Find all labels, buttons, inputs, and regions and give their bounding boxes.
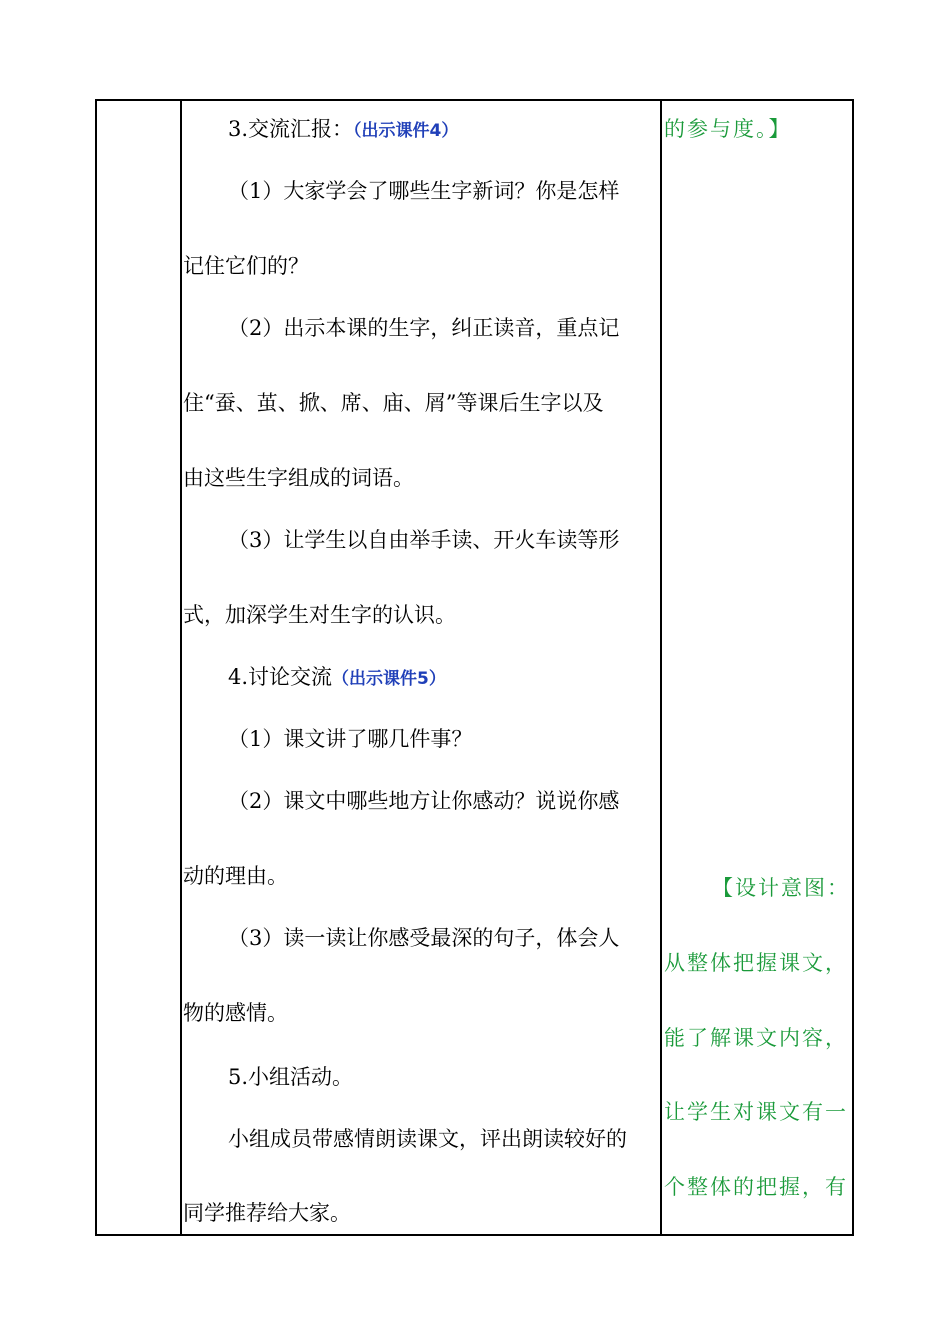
s4-q3-line-2: 物的感情。 [183, 1001, 288, 1025]
section-3-heading [228, 117, 458, 143]
design-intent-title: 【设计意图： [712, 876, 850, 900]
note-continuation: 的参与度。】 [664, 117, 792, 141]
s3-q3-line-1: （3）让学生以自由举手读、开火车读等形 [228, 528, 620, 552]
s3-q2-line-3: 由这些生字组成的词语。 [183, 466, 414, 490]
design-intent-line-3: 让学生对课文有一 [664, 1100, 848, 1124]
section-4-heading [228, 665, 446, 691]
s4-q2-line-2: 动的理由。 [183, 864, 288, 888]
section-3-courseware-ref: （出示课件4） [353, 121, 459, 141]
s4-q3-line-1: （3）读一读让你感受最深的句子，体会人 [228, 926, 620, 950]
s4-q1-line: （1）课文讲了哪几件事？ [228, 727, 473, 751]
s3-q2-line-2: 住“蚕、茧、掀、席、庙、屑”等课后生字以及 [183, 391, 604, 415]
design-intent-line-1: 从整体把握课文， [664, 951, 848, 975]
design-intent-line-4: 个整体的把握，有 [664, 1175, 848, 1199]
s3-q1-line-1: （1）大家学会了哪些生字新词？你是怎样 [228, 179, 620, 203]
section-3-title: 3.交流汇报： [228, 117, 354, 141]
s4-q2-line-1: （2）课文中哪些地方让你感动？说说你感 [228, 789, 620, 813]
column-divider-2 [660, 99, 662, 1236]
section-5-title: 5.小组活动。 [228, 1065, 354, 1089]
column-divider-1 [180, 99, 182, 1236]
s3-q1-line-2: 记住它们的？ [183, 254, 309, 278]
s5-paragraph-line-2: 同学推荐给大家。 [183, 1201, 351, 1225]
s5-paragraph-line-1: 小组成员带感情朗读课文，评出朗读较好的 [228, 1127, 627, 1151]
section-4-title: 4.讨论交流 [228, 665, 333, 689]
s3-q3-line-2: 式，加深学生对生字的认识。 [183, 603, 456, 627]
section-4-courseware-ref: （出示课件5） [332, 669, 446, 689]
design-intent-line-2: 能了解课文内容， [664, 1026, 848, 1050]
s3-q2-line-1: （2）出示本课的生字，纠正读音，重点记 [228, 316, 620, 340]
